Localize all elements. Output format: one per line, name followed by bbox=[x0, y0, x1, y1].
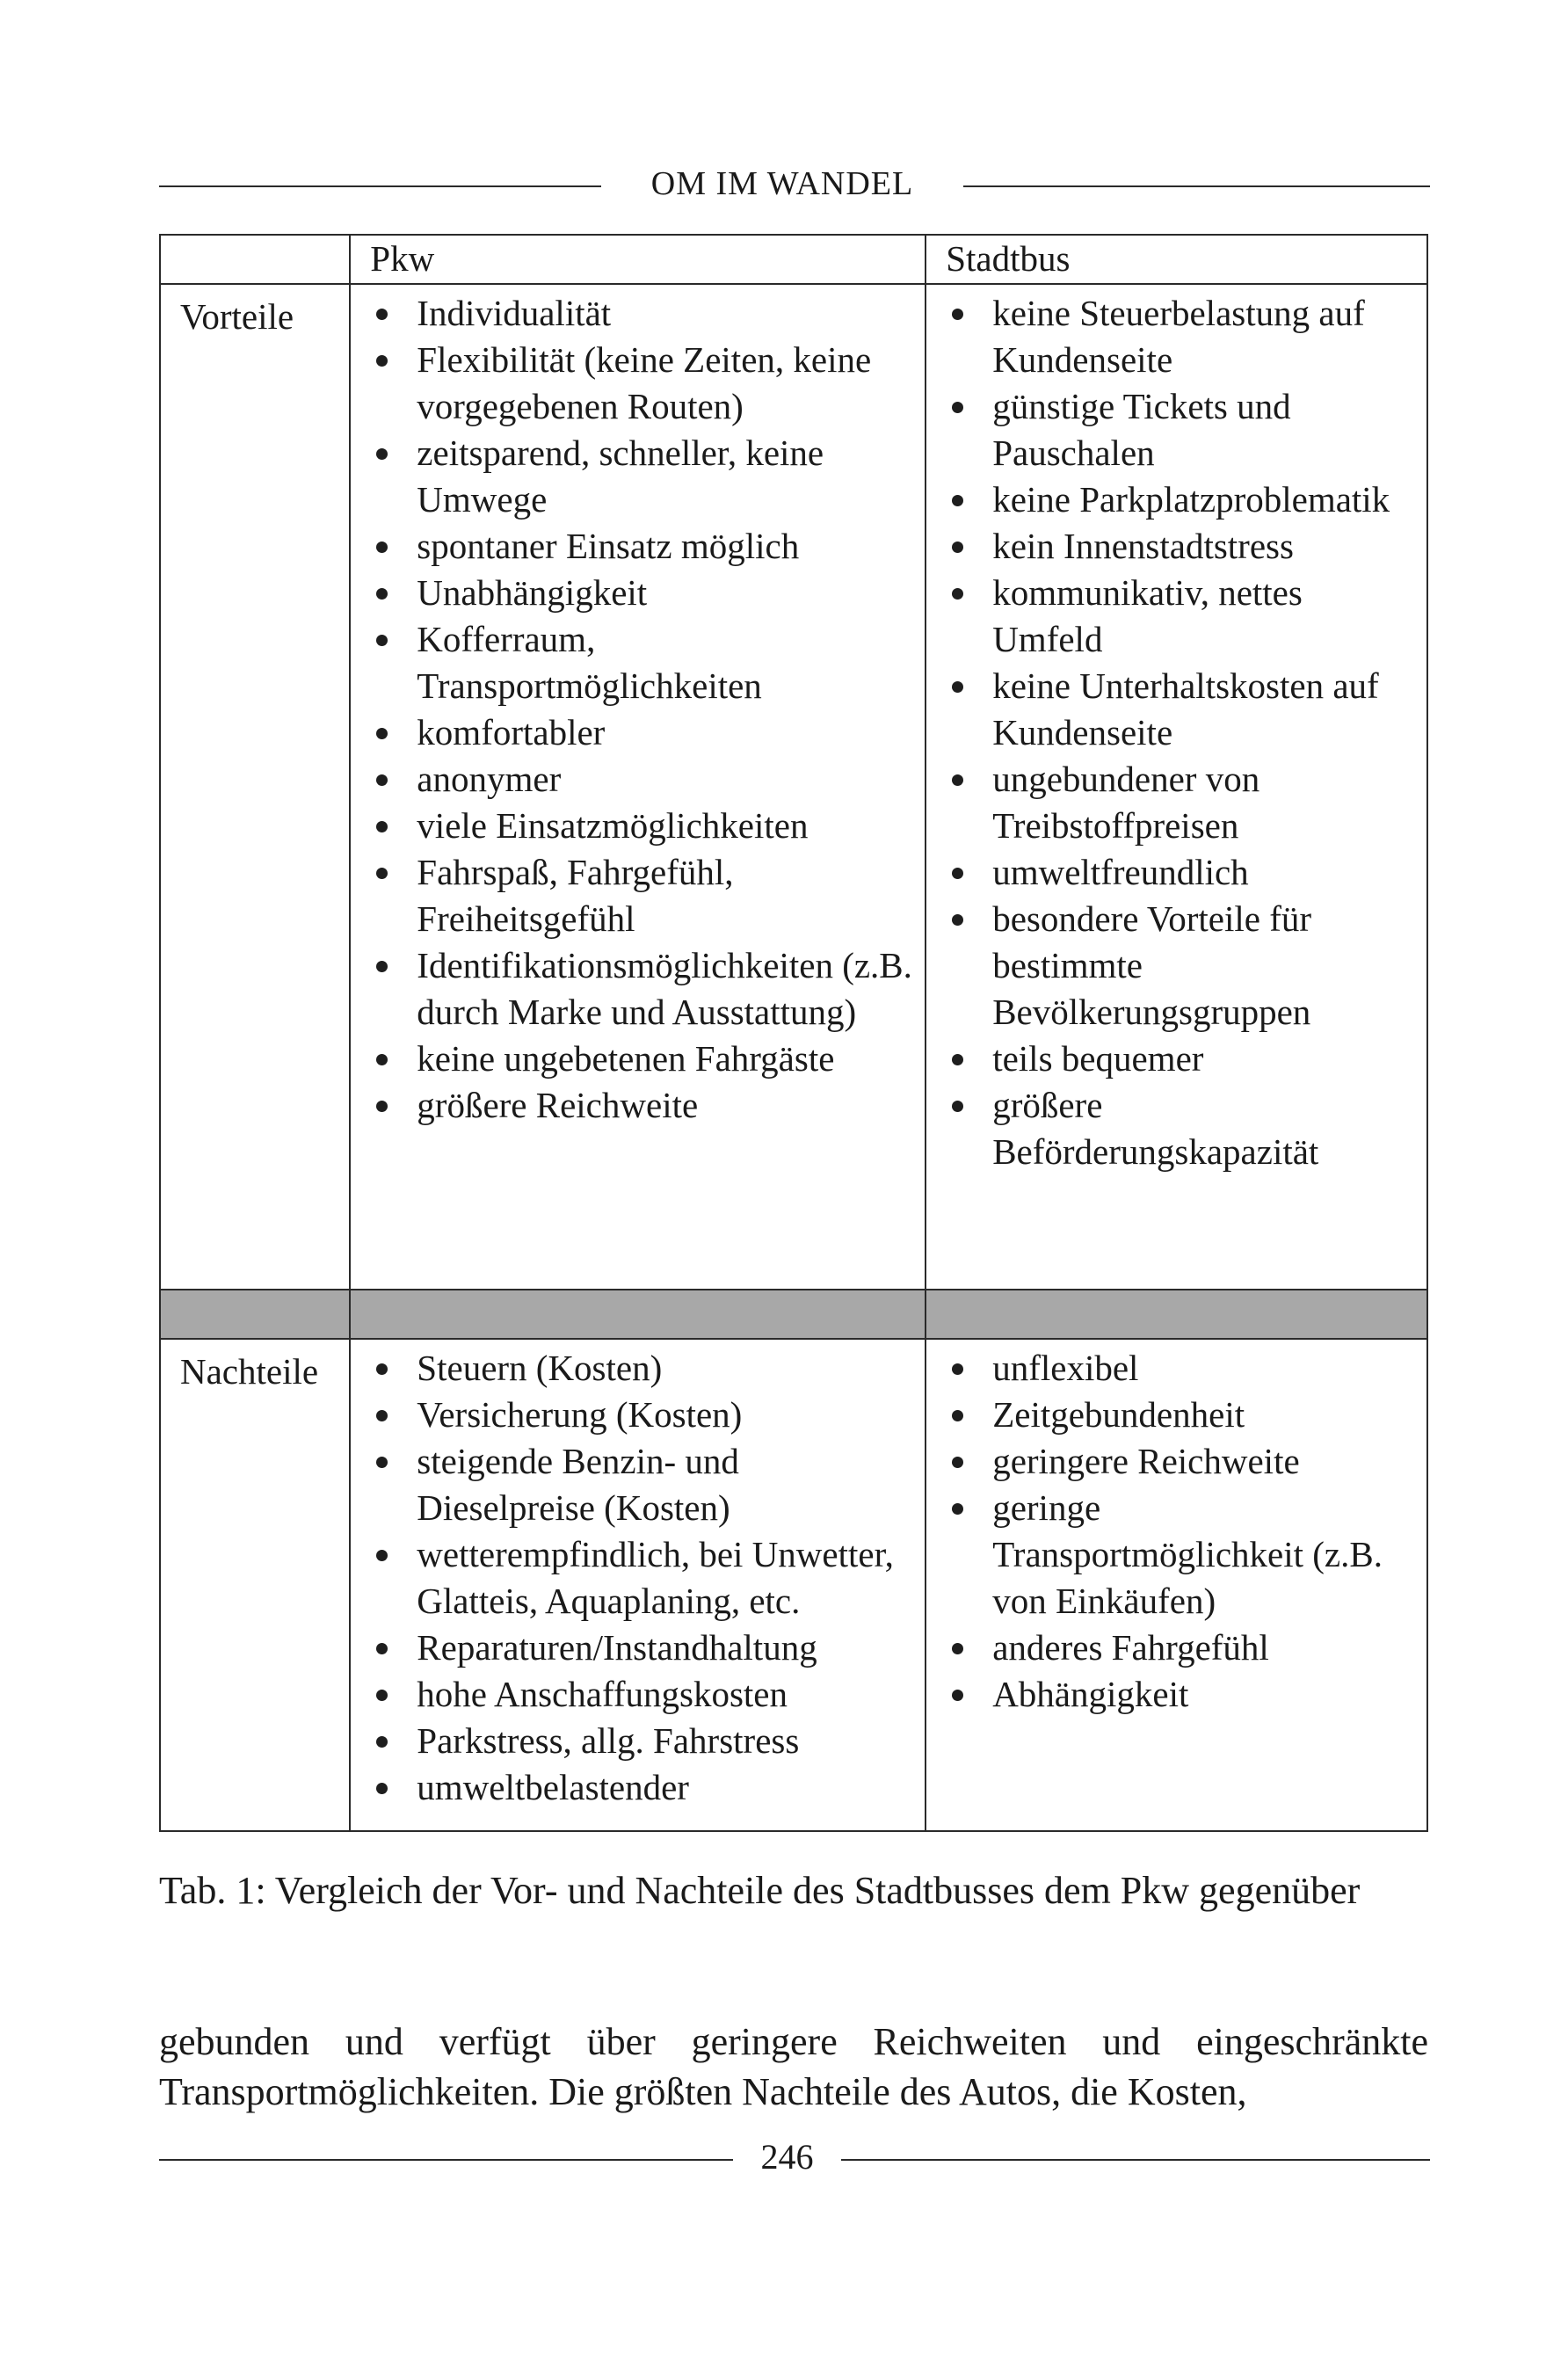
running-head bbox=[159, 161, 1430, 214]
list-item: keine ungebetenen Fahrgäste bbox=[372, 1036, 916, 1082]
list-item: Flexibilität (keine Zeiten, keine vorgegebenen Routen) bbox=[372, 337, 916, 430]
list-item: komfortabler bbox=[372, 709, 916, 756]
list-item: Versicherung (Kosten) bbox=[372, 1392, 916, 1438]
cell-nachteile-pkw bbox=[350, 1339, 926, 1831]
list-item: anonymer bbox=[372, 756, 916, 803]
list-item: größere Reichweite bbox=[372, 1082, 916, 1129]
list-item: steigende Benzin- und Dieselpreise (Kosten) bbox=[372, 1438, 916, 1531]
list-item: geringe Transportmöglichkeit (z.B. von Einkäufen) bbox=[947, 1485, 1418, 1625]
list-item: Abhängigkeit bbox=[947, 1671, 1418, 1718]
list-item: wetterempfindlich, bei Unwetter, Glatteis, Aquaplaning, etc. bbox=[372, 1531, 916, 1625]
list-item: Parkstress, allg. Fahrstress bbox=[372, 1718, 916, 1764]
running-head-title: OM IM WANDEL bbox=[650, 165, 914, 202]
list-item: Zeitgebundenheit bbox=[947, 1392, 1418, 1438]
list-item: Individualität bbox=[372, 290, 916, 337]
page-number: 246 bbox=[760, 2137, 814, 2177]
row-label-nachteile: Nachteile bbox=[160, 1339, 350, 1831]
header-cell-pkw: Pkw bbox=[350, 235, 926, 284]
list-item: günstige Tickets und Pauschalen bbox=[947, 383, 1418, 476]
list-nachteile-pkw bbox=[372, 1345, 916, 1811]
list-item: keine Parkplatzproblematik bbox=[947, 476, 1418, 523]
list-item: Steuern (Kosten) bbox=[372, 1345, 916, 1392]
footer-rule-right bbox=[841, 2159, 1430, 2161]
list-item: umweltbelastender bbox=[372, 1764, 916, 1811]
table-row-vorteile bbox=[160, 284, 1427, 1290]
header-cell-empty bbox=[160, 235, 350, 284]
row-label-vorteile: Vorteile bbox=[160, 284, 350, 1290]
list-item: zeitsparend, schneller, keine Umwege bbox=[372, 430, 916, 523]
cell-nachteile-stadtbus bbox=[926, 1339, 1427, 1831]
separator-cell bbox=[926, 1290, 1427, 1339]
list-item: Identifikationsmöglichkeiten (z.B. durch Marke und Ausstattung) bbox=[372, 942, 916, 1036]
page-footer bbox=[159, 2133, 1430, 2185]
list-vorteile-pkw bbox=[372, 290, 916, 1129]
list-item: keine Unterhaltskosten auf Kundenseite bbox=[947, 663, 1418, 756]
header-rule-right bbox=[963, 185, 1430, 187]
list-item: umweltfreundlich bbox=[947, 849, 1418, 896]
list-item: kein Innenstadtstress bbox=[947, 523, 1418, 570]
list-item: geringere Reichweite bbox=[947, 1438, 1418, 1485]
list-item: kommunikativ, nettes Umfeld bbox=[947, 570, 1418, 663]
list-item: ungebundener von Treibstoffpreisen bbox=[947, 756, 1418, 849]
list-item: größere Beförderungskapazität bbox=[947, 1082, 1418, 1175]
separator-cell bbox=[350, 1290, 926, 1339]
list-nachteile-stadtbus bbox=[947, 1345, 1418, 1718]
list-item: teils bequemer bbox=[947, 1036, 1418, 1082]
table-caption: Tab. 1: Vergleich der Vor- und Nachteile des Stadtbusses dem Pkw gegenüber bbox=[159, 1869, 1361, 1912]
list-item: spontaner Einsatz möglich bbox=[372, 523, 916, 570]
comparison-table bbox=[159, 234, 1428, 1832]
cell-vorteile-pkw bbox=[350, 284, 926, 1290]
header-cell-stadtbus: Stadtbus bbox=[926, 235, 1427, 284]
list-item: Reparaturen/Instandhaltung bbox=[372, 1625, 916, 1671]
list-item: Kofferraum, Transportmöglichkeiten bbox=[372, 616, 916, 709]
separator-cell bbox=[160, 1290, 350, 1339]
list-item: unflexibel bbox=[947, 1345, 1418, 1392]
list-vorteile-stadtbus bbox=[947, 290, 1418, 1175]
list-item: viele Einsatzmöglichkeiten bbox=[372, 803, 916, 849]
table-header-row bbox=[160, 235, 1427, 284]
list-item: hohe Anschaffungskosten bbox=[372, 1671, 916, 1718]
table-separator-row bbox=[160, 1290, 1427, 1339]
list-item: keine Steuerbelastung auf Kundenseite bbox=[947, 290, 1418, 383]
cell-vorteile-stadtbus bbox=[926, 284, 1427, 1290]
footer-rule-left bbox=[159, 2159, 733, 2161]
list-item: anderes Fahrgefühl bbox=[947, 1625, 1418, 1671]
table-row-nachteile bbox=[160, 1339, 1427, 1831]
list-item: Unabhängigkeit bbox=[372, 570, 916, 616]
body-paragraph: gebunden und verfügt über geringere Reichweiten und eingeschränkte Transportmöglichkeiten. Die größten Nachteile des Autos, die Kosten, bbox=[159, 2020, 1428, 2113]
list-item: besondere Vorteile für bestimmte Bevölkerungsgruppen bbox=[947, 896, 1418, 1036]
header-rule-left bbox=[159, 185, 601, 187]
list-item: Fahrspaß, Fahrgefühl, Freiheitsgefühl bbox=[372, 849, 916, 942]
